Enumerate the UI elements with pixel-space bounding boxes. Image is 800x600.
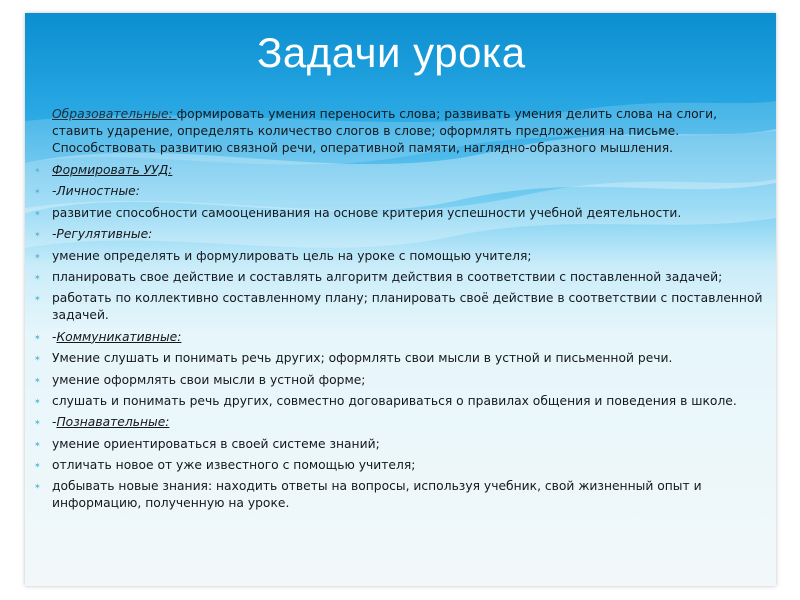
item-text: умение ориентироваться в своей системе знаний; xyxy=(52,436,380,451)
list-item xyxy=(29,290,769,324)
list-item xyxy=(29,226,769,243)
item-text: развитие способности самооценивания на основе критерия успешности учебной деятельности. xyxy=(52,205,682,220)
list-item xyxy=(29,393,769,410)
list-item xyxy=(29,162,769,179)
list-item xyxy=(29,436,769,453)
item-text: работать по коллективно составленному плану; планировать своё действие в соответствии с поставленной задачей. xyxy=(52,291,763,323)
list-item xyxy=(29,205,769,222)
slide-title: Задачи урока xyxy=(257,29,526,76)
item-text: умение определять и формулировать цель на уроке с помощью учителя; xyxy=(52,248,532,263)
slide xyxy=(25,13,776,586)
list-item xyxy=(29,269,769,286)
list-item xyxy=(29,414,769,431)
intro-text: формировать умения переносить слова; развивать умения делить слова на слоги, ставить ударение, определять количество слогов в слове; оформлять предложения на письме. Способствовать развитию связной речи, оперативной памяти, наглядно-образного мышления. xyxy=(52,107,717,155)
item-text: умение оформлять свои мысли в устной форме; xyxy=(52,372,366,387)
item-text: Познавательные: xyxy=(56,415,170,430)
item-text: планировать свое действие и составлять алгоритм действия в соответствии с поставленной задачей; xyxy=(52,269,723,284)
task-list xyxy=(29,162,769,512)
item-text: Коммуникативные: xyxy=(56,329,182,344)
intro-heading: Образовательные: xyxy=(52,107,177,121)
list-item xyxy=(29,457,769,474)
item-text: отличать новое от уже известного с помощью учителя; xyxy=(52,458,416,473)
list-item xyxy=(29,478,769,512)
list-item xyxy=(29,329,769,346)
list-item xyxy=(29,248,769,265)
item-text: добывать новые знания: находить ответы на вопросы, используя учебник, свой жизненный опыт и информацию, полученную на уроке. xyxy=(52,479,702,511)
item-text: слушать и понимать речь других, совместно договариваться о правилах общения и поведения в школе. xyxy=(52,393,737,408)
list-item xyxy=(29,372,769,389)
item-prefix: - xyxy=(52,415,57,430)
slide-content xyxy=(29,106,769,517)
list-item xyxy=(29,350,769,367)
item-text: -Регулятивные: xyxy=(52,227,153,242)
item-prefix: - xyxy=(52,329,57,344)
item-text: -Личностные: xyxy=(52,184,140,199)
item-text: Умение слушать и понимать речь других; оформлять свои мысли в устной и письменной речи. xyxy=(52,351,673,366)
item-text: Формировать УУД: xyxy=(52,163,173,177)
list-item xyxy=(29,183,769,200)
intro-paragraph xyxy=(29,106,769,157)
